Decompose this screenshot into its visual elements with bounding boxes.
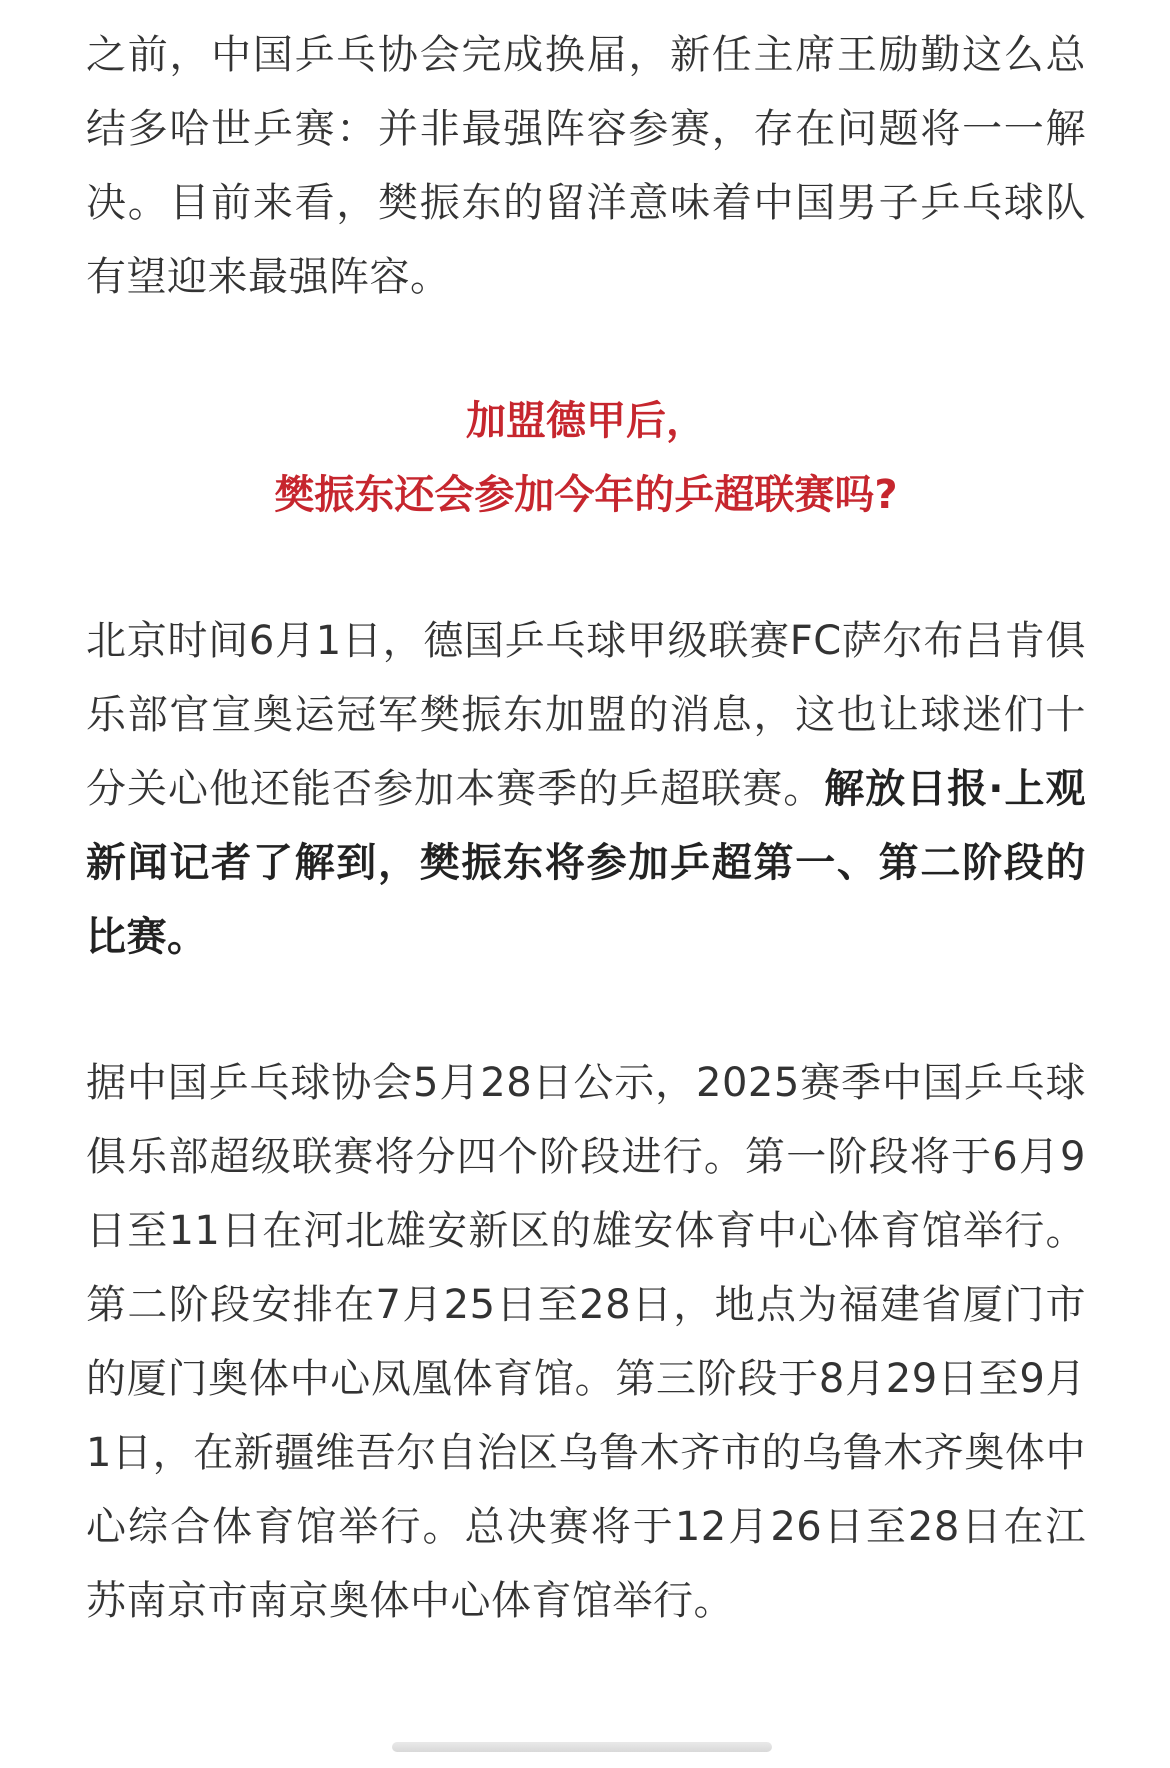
heading-line-2: 樊振东还会参加今年的乒超联赛吗? bbox=[274, 472, 898, 518]
home-indicator-bar[interactable] bbox=[392, 1742, 772, 1752]
article-body bbox=[86, 18, 1086, 1638]
paragraph-news bbox=[86, 604, 1086, 974]
heading-line-1: 加盟德甲后， bbox=[466, 398, 706, 444]
section-heading bbox=[86, 384, 1086, 532]
paragraph-news-bold: 解放日报·上观新闻记者了解到，樊振东将参加乒超第一、第二阶段的比赛。 bbox=[86, 766, 1087, 960]
paragraph-news-text: 北京时间6月1日，德国乒乓球甲级联赛FC萨尔布吕肯俱乐部官宣奥运冠军樊振东加盟的消息，这也让球迷们十分关心他还能否参加本赛季的乒超联赛。 bbox=[86, 618, 1086, 812]
paragraph-intro: 之前，中国乒乓协会完成换届，新任主席王励勤这么总结多哈世乒赛：并非最强阵容参赛，存在问题将一一解决。目前来看，樊振东的留洋意味着中国男子乒乓球队有望迎来最强阵容。 bbox=[86, 32, 1086, 300]
paragraph-schedule: 据中国乒乓球协会5月28日公示，2025赛季中国乒乓球俱乐部超级联赛将分四个阶段进行。第一阶段将于6月9日至11日在河北雄安新区的雄安体育中心体育馆举行。第二阶段安排在7月25日至28日，地点为福建省厦门市的厦门奥体中心凤凰体育馆。第三阶段于8月29日至9月1日，在新疆维吾尔自治区乌鲁木齐市的乌鲁木齐奥体中心综合体育馆举行。总决赛将于12月26日至28日在江苏南京市南京奥体中心体育馆举行。 bbox=[86, 1060, 1086, 1624]
